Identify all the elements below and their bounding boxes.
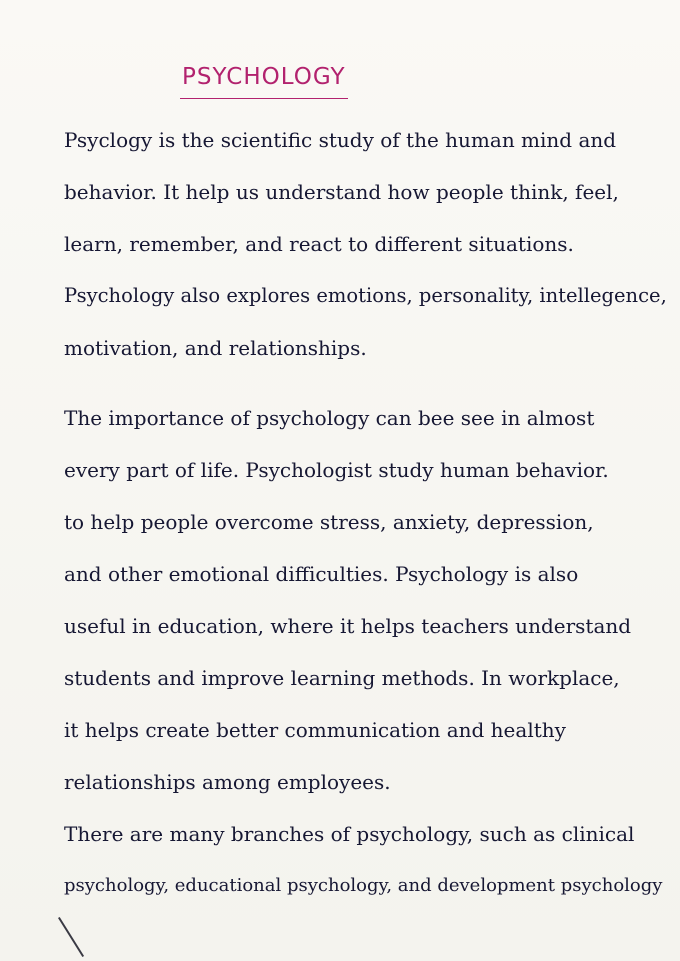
text-line: to help people overcome stress, anxiety, depression, [64, 510, 594, 534]
text-line: every part of life. Psychologist study human behavior. [64, 458, 609, 482]
text-line: and other emotional difficulties. Psychology is also [64, 562, 579, 586]
paragraph-1 [64, 114, 676, 374]
paragraph-2 [64, 392, 676, 808]
title-underline [180, 98, 348, 99]
text-line: psychology, educational psychology, and development psychology [64, 875, 663, 896]
pen-stroke-mark [58, 917, 84, 957]
text-line: relationships among employees. [64, 770, 391, 794]
text-line: it helps create better communication and healthy [64, 718, 566, 742]
text-line: Psyclogy is the scientific study of the human mind and [64, 128, 617, 152]
text-line: Psychology also explores emotions, personality, intellegence, [64, 284, 667, 307]
text-line: The importance of psychology can bee see in almost [64, 406, 595, 430]
paragraph-3 [64, 808, 676, 912]
text-line: learn, remember, and react to different situations. [64, 232, 574, 256]
text-line: behavior. It help us understand how people think, feel, [64, 180, 619, 204]
text-line: useful in education, where it helps teachers understand [64, 614, 632, 638]
text-line: motivation, and relationships. [64, 336, 367, 360]
text-line: There are many branches of psychology, such as clinical [64, 822, 635, 846]
text-line: students and improve learning methods. In workplace, [64, 666, 620, 690]
page-title: PSYCHOLOGY [182, 64, 346, 90]
